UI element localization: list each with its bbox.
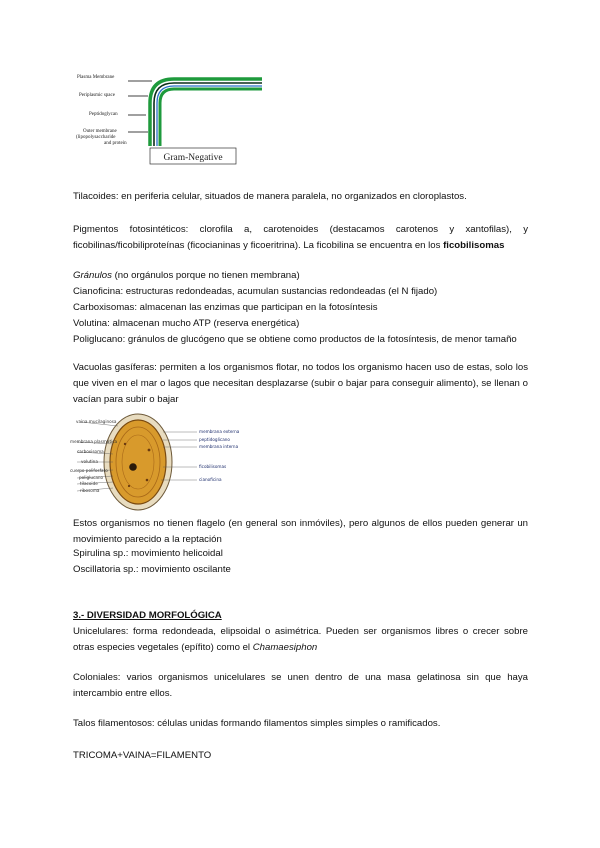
spirulina-line: Spirulina sp.: movimiento helicoidal [73, 548, 223, 559]
volutina-line: Volutina: almacenan mucho ATP (reserva energética) [73, 318, 300, 329]
oscillatoria-line: Oscillatoria sp.: movimiento oscilante [73, 564, 231, 575]
tricoma-formula: TRICOMA+VAINA=FILAMENTO [73, 750, 212, 761]
label-carboxisoma: carboxisoma [77, 449, 104, 454]
granulos-term: Gránulos [73, 270, 112, 281]
label-lipopolysaccharide: (lipopolysaccharide [76, 135, 116, 140]
gram-negative-caption: Gram-Negative [163, 153, 223, 163]
label-volutina: volutina [81, 459, 98, 464]
coloniales-paragraph: Coloniales: varios organismos unicelulares se unen dentro de una masa gelatinosa sin que haya intercambio entre ellos. [73, 672, 528, 699]
cianoficina-line: Cianoficina: estructuras redondeadas, acumulan sustancias redondeadas (el N fijado) [73, 286, 438, 297]
pigmentos-line-1: Pigmentos fotosintéticos: clorofila a, carotenoides (destacamos carotenos y xantofilas), y [73, 224, 528, 235]
unicelulares-paragraph: Unicelulares: forma redondeada, elipsoidal o asimétrica. Pueden ser organismos libres o crecer sobre otras especies vegetales (epífito) como el Chamaesiphon [73, 626, 528, 653]
granule [146, 479, 149, 482]
granule [124, 443, 126, 445]
granule [128, 485, 130, 487]
label-ribosoma: ribosoma [80, 488, 100, 493]
label-ficobilisomas: ficobilisomas [199, 464, 227, 469]
vacuolas-paragraph: Vacuolas gasíferas: permiten a los organismos flotar, no todos los organismo hacen uso de estas, solo los que viven en el mar o lagos que necesitan desplazarse (subir o bajar para conseguir alimento), se llenan o vacían para subir o bajar [73, 362, 528, 405]
label-tilacoide: tilacoide [80, 481, 98, 486]
granule [148, 449, 151, 452]
peptidoglycan-layer [154, 83, 262, 146]
periplasm-layer [157, 86, 262, 146]
tilacoides-paragraph: Tilacoides: en periferia celular, situados de manera paralela, no organizados en cloroplastos. [73, 191, 467, 202]
ficobilisomas-term: ficobilisomas [443, 240, 505, 251]
carboxisomas-line: Carboxisomas: almacenan las enzimas que participan en la fotosíntesis [73, 302, 378, 313]
label-peptidoglycan: Peptidoglycan [89, 112, 118, 117]
chamaesiphon-term: Chamaesiphon [252, 642, 318, 653]
carboxysome [129, 463, 137, 471]
label-plasma-membrane: Plasma Membrane [77, 75, 115, 80]
cell-body [110, 420, 166, 504]
section-3-heading: 3.- DIVERSIDAD MORFOLÓGICA [73, 610, 222, 621]
label-peptidoglicano: peptidoglicano [199, 437, 230, 442]
label-and-protein: and protein [104, 141, 127, 146]
poliglucano-paragraph: Poliglucano: gránulos de glucógeno que se obtiene como productos de la fotosíntesis, de menor tamaño [73, 334, 517, 345]
plasma-membrane-layer [160, 89, 262, 146]
label-vaina: vaina mucilaginosa [76, 419, 117, 424]
label-membrana-externa: membrana externa [199, 429, 240, 434]
label-periplasmic-space: Periplasmic space [79, 93, 115, 98]
pigmentos-line-2: ficobilinas/ficobiliproteínas (ficocianinas y ficoeritrina). La ficobilina se encuentra en los ficobilisomas [73, 240, 505, 251]
label-poliglucano: poliglucano [79, 475, 104, 480]
label-membrana-plasmatica: membrana plasmática [70, 439, 118, 444]
granulos-heading: Gránulos (no orgánulos porque no tienen membrana) [73, 270, 300, 281]
movimiento-paragraph: Estos organismos no tienen flagelo (en general son inmóviles), pero algunos de ellos pueden generar un movimiento parecido a la reptación [73, 518, 528, 545]
label-membrana-interna: membrana interna [199, 444, 239, 449]
label-cuerpo-polifosfato: cuerpo polifosfato [70, 468, 108, 473]
label-outer-membrane: Outer membrane [83, 129, 117, 134]
talos-paragraph: Talos filamentosos: células unidas formando filamentos simples simples o ramificados. [73, 718, 441, 729]
label-cianoficina: cianoficina [199, 477, 222, 482]
